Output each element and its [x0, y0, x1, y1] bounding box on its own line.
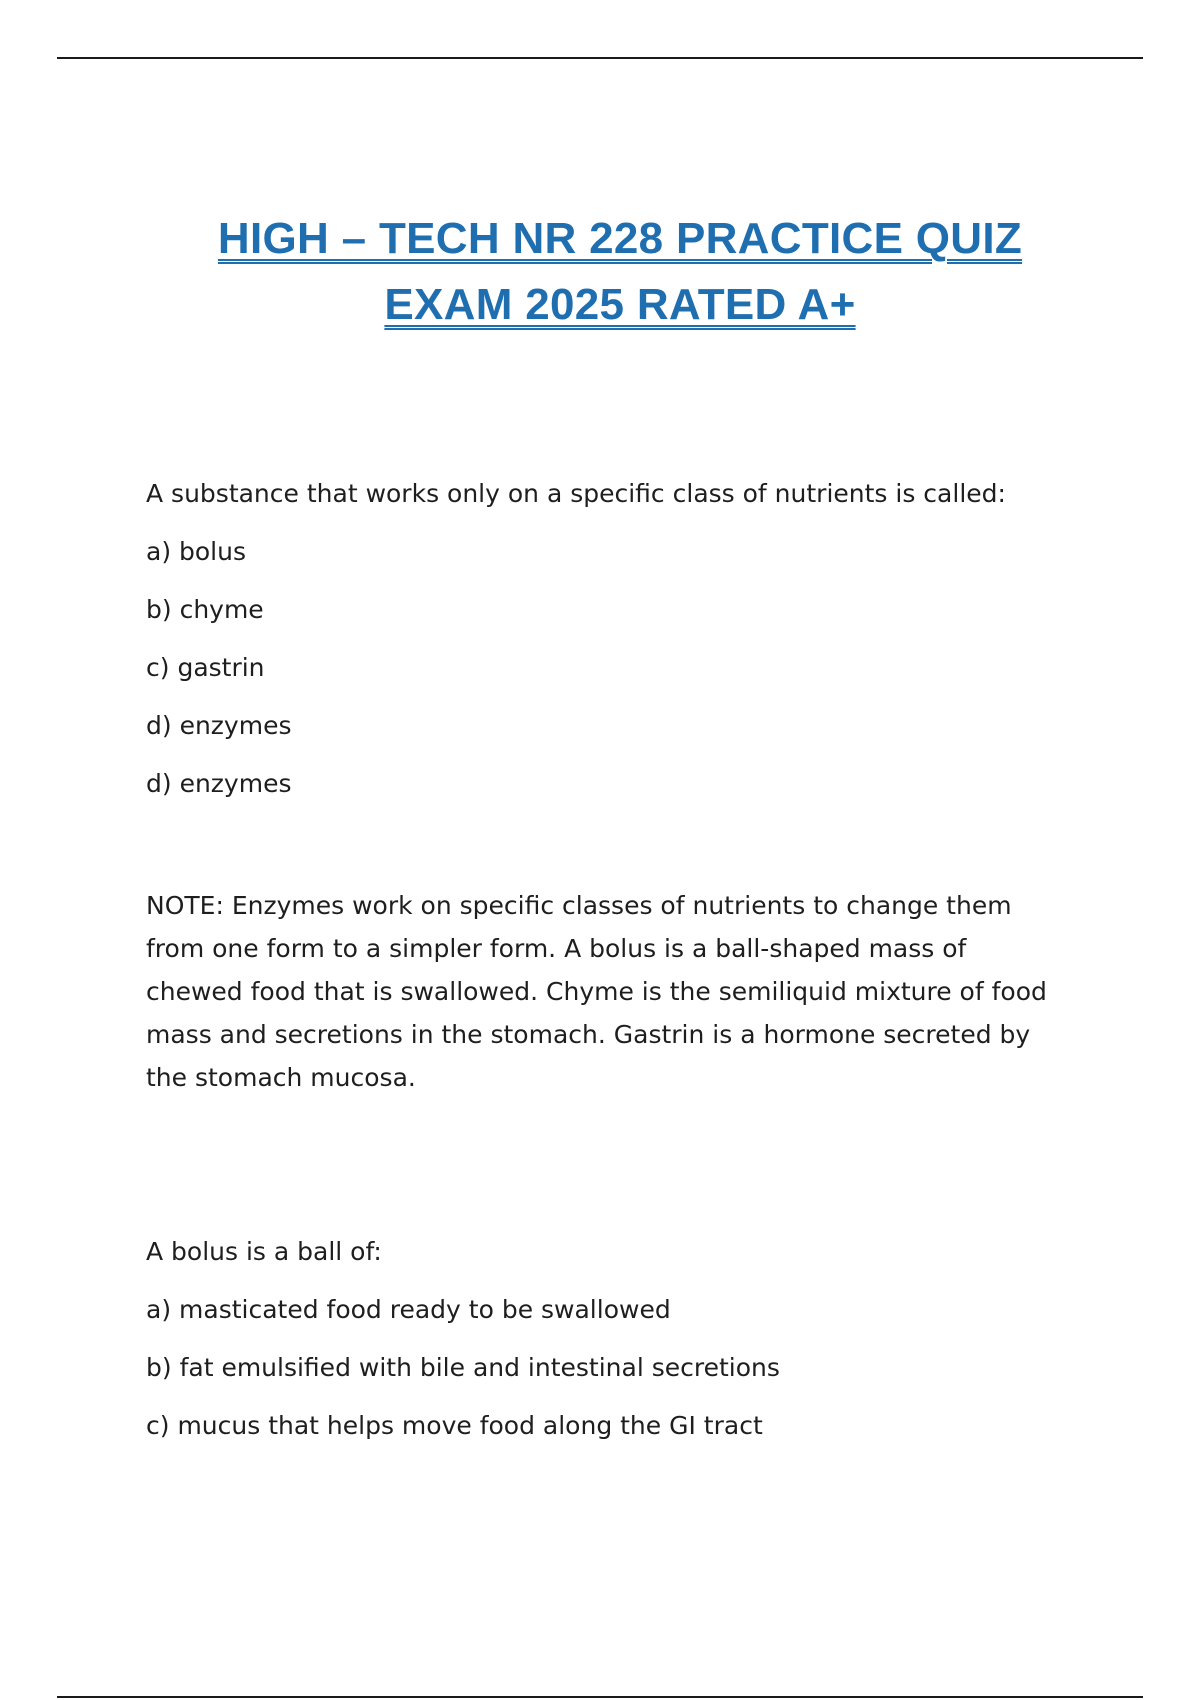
top-rule — [57, 57, 1143, 59]
title-line-2: EXAM 2025 RATED A+ — [384, 280, 856, 329]
question-text: A substance that works only on a specific class of nutrients is called: — [146, 479, 1006, 508]
option-b: b) chyme — [146, 595, 264, 624]
option-d: d) enzymes — [146, 711, 292, 740]
option-c: c) gastrin — [146, 653, 265, 682]
question-text: A bolus is a ball of: — [146, 1237, 382, 1266]
answer-note: NOTE: Enzymes work on specific classes of nutrients to change them from one form to a simpler form. A bolus is a ball-shaped mass of chewed food that is swallowed. Chyme is the semiliquid mixture of food mass and secretions in the stomach. Gastrin is a hormone secreted by the stomach mucosa. — [146, 891, 1047, 1092]
answer-text: d) enzymes — [146, 769, 292, 798]
question-block-1 — [146, 474, 1066, 822]
option-b: b) fat emulsified with bile and intestinal secretions — [146, 1353, 780, 1382]
bottom-rule — [57, 1696, 1143, 1698]
page-title — [0, 206, 1200, 338]
title-line-1: HIGH – TECH NR 228 PRACTICE QUIZ — [217, 214, 1023, 263]
question-block-2 — [146, 1232, 1066, 1464]
option-c: c) mucus that helps move food along the GI tract — [146, 1411, 763, 1440]
option-a: a) bolus — [146, 537, 246, 566]
option-a: a) masticated food ready to be swallowed — [146, 1295, 671, 1324]
